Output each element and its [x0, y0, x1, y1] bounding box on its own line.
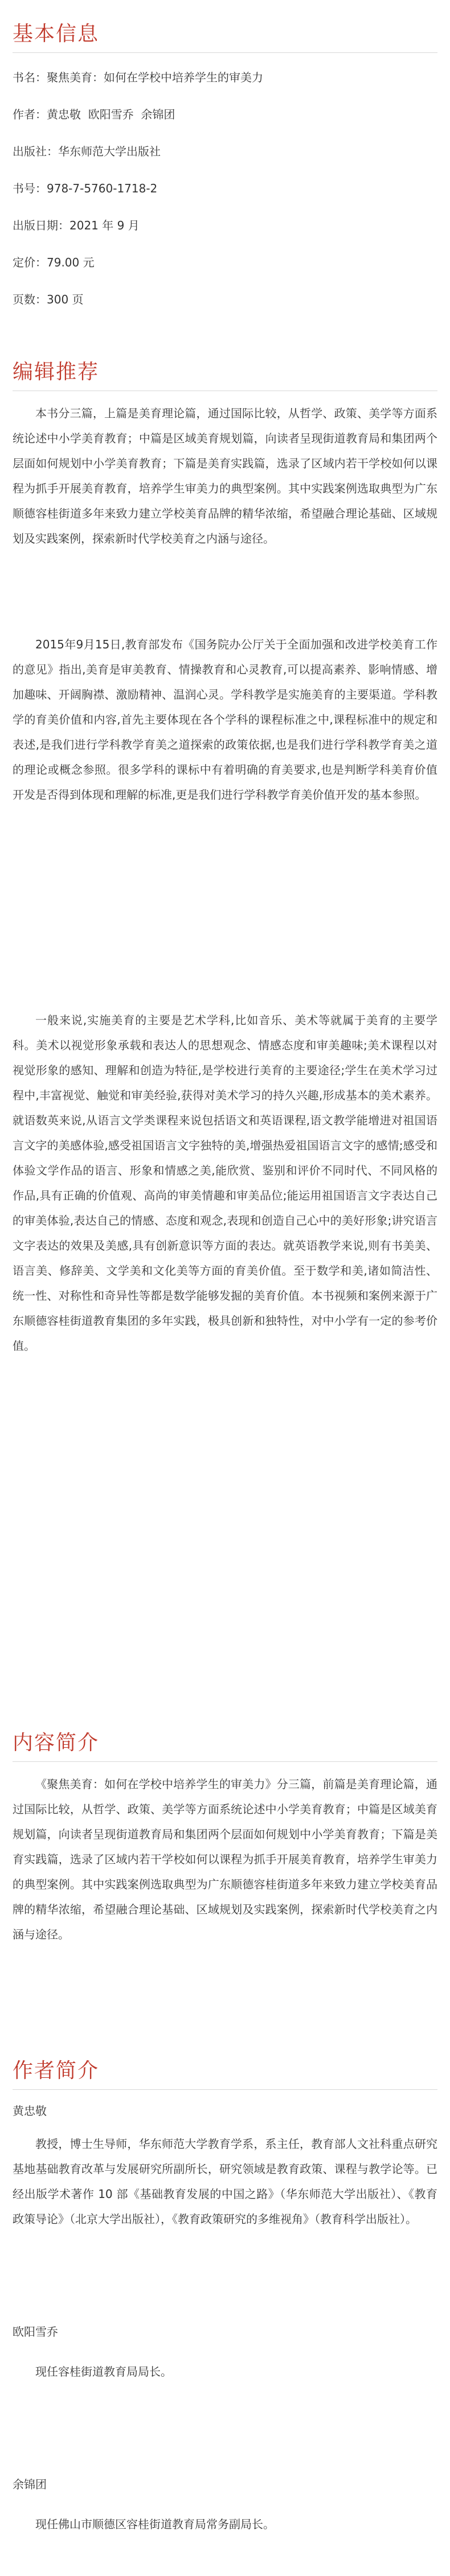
content-intro-paragraph: 《聚焦美育：如何在学校中培养学生的审美力》分三篇，前篇是美育理论篇，通过国际比较，从哲学、政策、美学等方面系统论述中小学美育教育；中篇是区域美育规划篇，向读者呈现街道教育局和集团两个层面如何规划中小学美育教育；下篇是美育实践篇，选录了区域内若干学校如何以课程为抓手开展美育教育，培养学生审美力的典型案例。其中实践案例选取典型为广东顺德容桂街道多年来致力建立学校美育品牌的精华浓缩，希望融合理论基础、区域规划及实践案例，探索新时代学校美育之内涵与途径。	[13, 1777, 437, 1941]
basic-info-heading: 基本信息	[13, 22, 100, 46]
editor-recommendation-paragraph: 一般来说,实施美育的主要是艺术学科,比如音乐、美术等就属于美育的主要学科。美术以视觉形象承载和表达人的思想观念、情感态度和审美趣味;美术课程以对视觉形象的感知、理解和创造为特征,是学校进行美育的主要途径;学生在美术学习过程中,丰富视觉、触觉和审美经验,获得对美术学习的持久兴趣,形成基本的美术素养。就语数英来说,从语言文学类课程来说包括语文和英语课程,语文教学能增进对祖国语言文字的美感体验,感受祖国语言文字独特的美,增强热爱祖国语言文字的感情;感受和体验文学作品的语言、形象和情感之美,能欣赏、鉴别和评价不同时代、不同风格的作品,具有正确的价值观、高尚的审美情趣和审美品位;能运用祖国语言文字表达自己的审美体验,表达自己的情感、态度和观念,表现和创造自己心中的美好形象;讲究语言文字表达的效果及美感,具有创新意识等方面的表达。就英语教学来说,则有书美美、语言美、修辞美、文学美和文化美等方面的育美价值。至于数学和美,诸如简洁性、统一性、对称性和奇异性等都是数学能够发掘的美育价值。本书视频和案例来源于广东顺德容桂街道教育集团的多年实践，极具创新和独特性，对中小学有一定的参考价值。	[13, 1013, 437, 1353]
editor-recommendation-paragraph: 2015年9月15日,教育部发布《国务院办公厅关于全面加强和改进学校美育工作的意见》指出,美育是审美教育、情操教育和心灵教育,可以提高素养、影响情感、增加趣味、开阔胸襟、激励精神、温润心灵。学科教学是实施美育的主要渠道。学科教学的育美价值和内容,首先主要体现在各个学科的课程标准之中,课程标准中的规定和表述,是我们进行学科教学育美之道探索的政策依据,也是我们进行学科教学育美之道的理论或概念参照。很多学科的课标中有着明确的育美要求,也是判断学科美育价值开发是否得到体现和理解的标准,更是我们进行学科教学育美价值开发的基本参照。	[13, 638, 437, 802]
book-authors-line: 作者：黄忠敬 欧阳雪乔 余锦团	[13, 108, 175, 121]
basic-info-divider	[13, 52, 437, 53]
book-price-line: 定价：79.00 元	[13, 256, 95, 269]
book-date-line: 出版日期：2021 年 9 月	[13, 219, 140, 232]
author-intro-divider	[13, 2089, 437, 2090]
editor-recommendation-heading: 编辑推荐	[13, 360, 100, 384]
content-intro-divider	[13, 1761, 437, 1762]
author-intro-heading: 作者简介	[13, 2059, 100, 2082]
book-publisher-line: 出版社：华东师范大学出版社	[13, 145, 161, 158]
book-title-line: 书名：聚焦美育：如何在学校中培养学生的审美力	[13, 71, 263, 84]
book-isbn-line: 书号：978-7-5760-1718-2	[13, 182, 158, 195]
editor-recommendation-paragraph: 本书分三篇，上篇是美育理论篇，通过国际比较，从哲学、政策、美学等方面系统论述中小学美育教育；中篇是区域美育规划篇，向读者呈现街道教育局和集团两个层面如何规划中小学美育教育；下篇是美育实践篇，选录了区域内若干学校如何以课程为抓手开展美育教育，培养学生审美力的典型案例。其中实践案例选取典型为广东顺德容桂街道多年来致力建立学校美育品牌的精华浓缩，希望融合理论基础、区域规划及实践案例，探索新时代学校美育之内涵与途径。	[13, 406, 437, 545]
author-bio: 教授，博士生导师，华东师范大学教育学系，系主任，教育部人文社科重点研究基地基础教育改革与发展研究所副所长，研究领域是教育政策、课程与教学论等。已经出版学术著作 10 部《基础教育发展的中国之路》（华东师范大学出版社）、《教育政策导论》（北京大学出版社），《教育政策研究的多维视角》（教育科学出版社）。	[13, 2137, 437, 2226]
author-name: 黄忠敬	[13, 2104, 47, 2118]
content-intro-heading: 内容简介	[13, 1731, 100, 1755]
author-bio: 现任容桂街道教育局局长。	[35, 2365, 172, 2378]
author-name: 余锦团	[13, 2478, 47, 2491]
author-name: 欧阳雪乔	[13, 2325, 58, 2339]
author-bio: 现任佛山市顺德区容桂街道教育局常务副局长。	[35, 2517, 275, 2531]
book-pages-line: 页数：300 页	[13, 293, 84, 306]
